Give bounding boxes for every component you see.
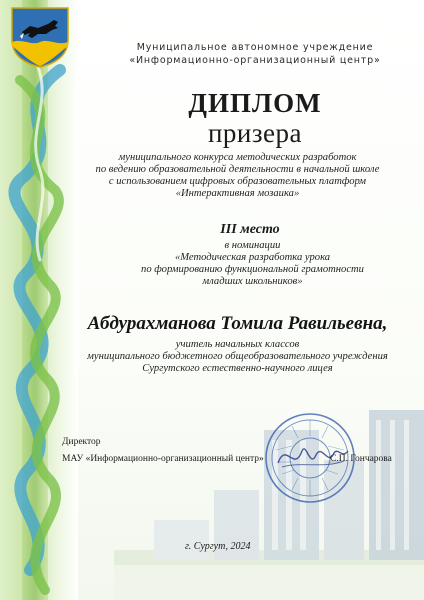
position-line: учитель начальных классов <box>175 339 300 350</box>
organization-line-1: Муниципальное автономное учреждение <box>136 42 374 53</box>
ribbon-decoration <box>0 0 80 600</box>
director-name: С.П. Гончарова <box>330 454 392 464</box>
city-emblem-icon <box>8 6 72 68</box>
position-line: муниципального бюджетного общеобразовательного учреждения <box>87 351 388 362</box>
organization-line-2: «Информационно-организационный центр» <box>129 55 381 66</box>
recipient-name-comma: , <box>382 313 388 334</box>
contest-line: с использованием цифровых образовательных платформ <box>108 176 367 187</box>
nomination-line: по формированию функциональной грамотности <box>141 264 364 275</box>
nomination-line: в номинации <box>224 240 281 251</box>
award-place: III место <box>220 222 280 237</box>
contest-line: муниципального конкурса методических разработок <box>118 152 357 163</box>
contest-line: «Интерактивная мозаика» <box>175 188 300 199</box>
place-and-date: г. Сургут, 2024 <box>185 541 251 552</box>
recipient-name-text: Абдурахманова Томила Равильевна <box>87 313 383 334</box>
diploma-subtitle: призера <box>207 118 303 148</box>
contest-line: по ведению образовательной деятельности в начальной школе <box>95 164 380 175</box>
nomination-line: младших школьников» <box>202 276 303 287</box>
recipient-name <box>55 313 420 335</box>
director-role: Директор <box>62 437 101 447</box>
diploma-title: ДИПЛОМ <box>188 88 322 118</box>
nomination-line: «Методическая разработка урока <box>174 252 331 263</box>
director-organization: МАУ «Информационно-организационный центр» <box>62 454 264 464</box>
position-line: Сургутского естественно-научного лицея <box>142 363 333 374</box>
